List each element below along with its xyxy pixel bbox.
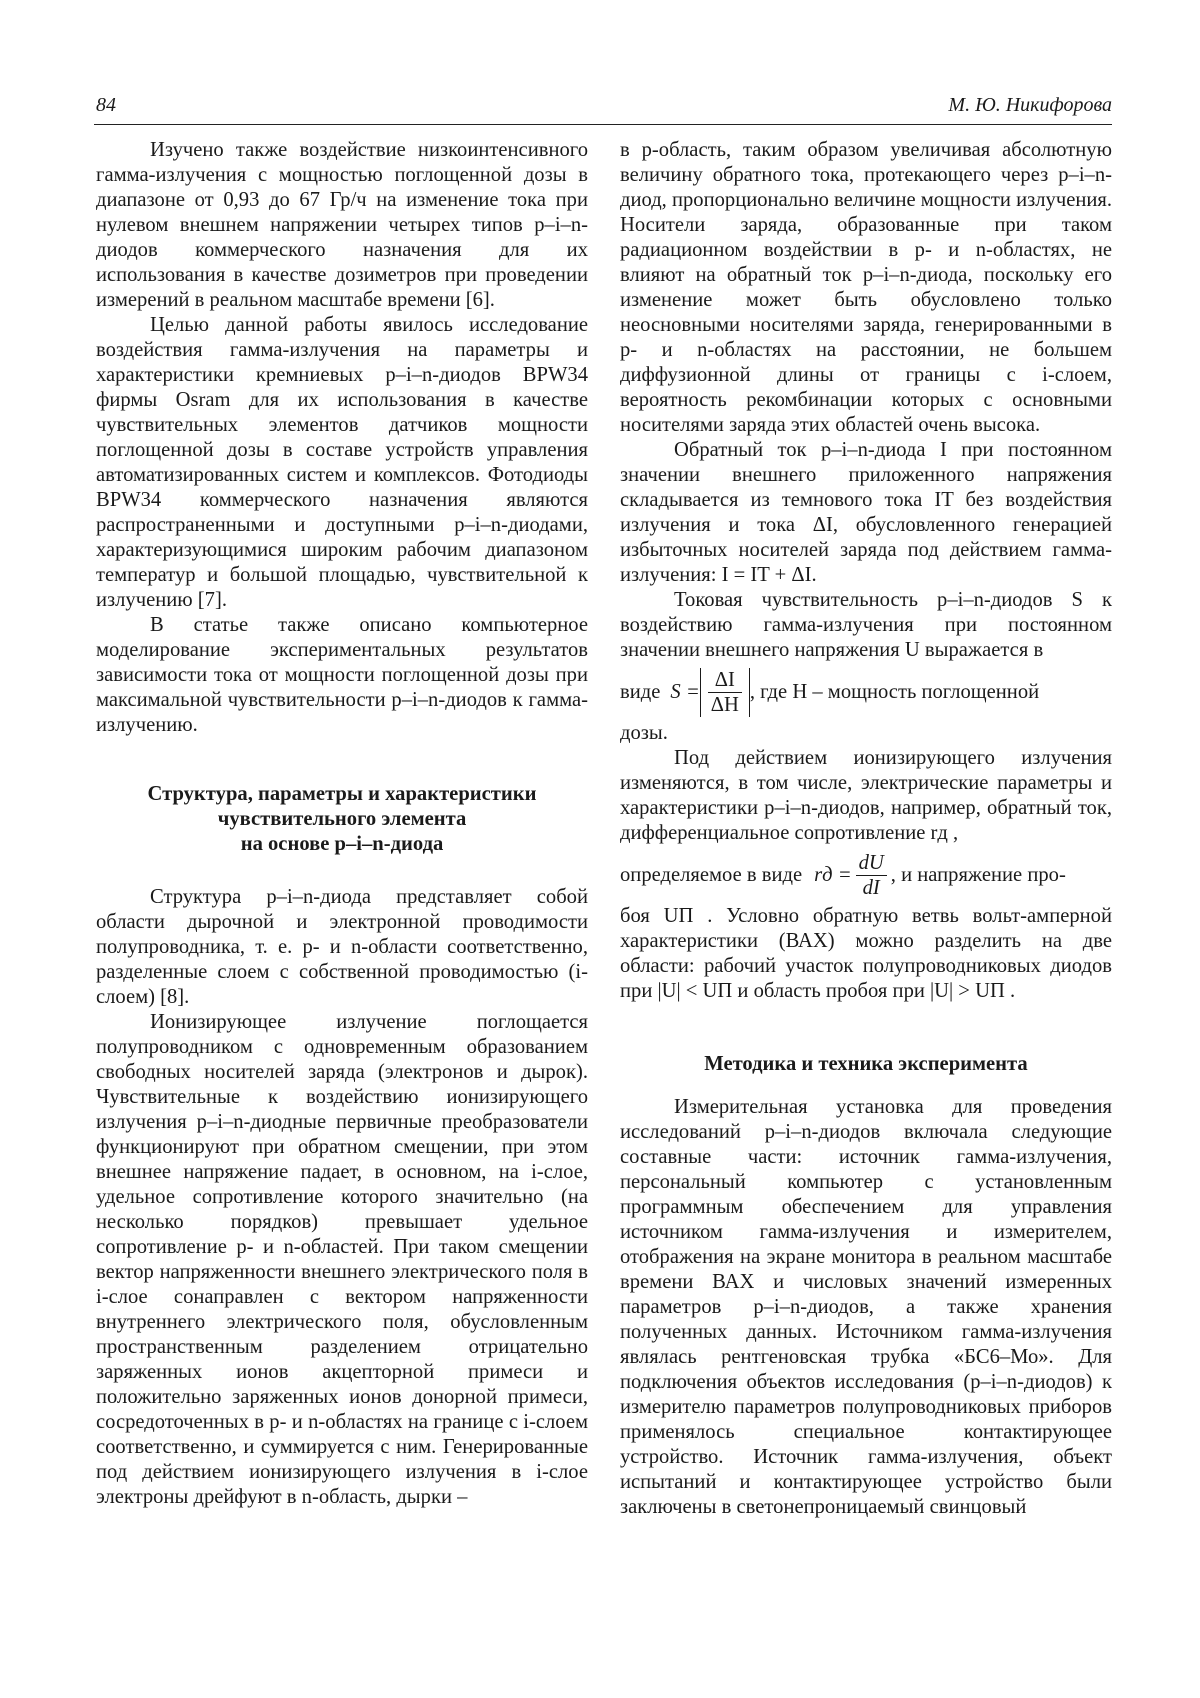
fraction-numerator: ΔI [708,668,742,693]
paragraph: Структура p–i–n-диода представляет собой области дырочной и электронной проводимости полупроводника, т. е. p- и n-области соответственно, разделенные слоем с собственной проводимостью (i-слоем) [8]. [96,886,588,1008]
formula-lhs: S = [670,680,700,703]
paragraph: дозы. [620,722,668,744]
fraction-numerator: dU [856,851,887,876]
paragraph: Изучено также воздействие низкоинтенсивного гамма-излучения с мощностью поглощенной дозы в диапазоне от 0,93 до 67 Гр/ч на изменение тока при нулевом внешнем напряжении четырех типов p–i–n-диодов коммерческого назначения для их использования в качестве дозиметров при проведении измерений в реальном масштабе времени [6]. [96,139,588,311]
left-column [96,138,588,1510]
paragraph: Измерительная установка для проведения исследований p–i–n-диодов включала следующие составные части: источник гамма-излучения, персональный компьютер с установленным программным обеспечением для управления источником гамма-излучения и измерителем, отображения на экране монитора в реальном масштабе времени ВАХ и числовых значений измеренных параметров p–i–n-диодов, а также хранения полученных данных. Источником гамма-излучения являлась рентгеновская трубка «БС6–Мо». Для подключения объектов исследования (p–i–n-диодов) к измерителю параметров полупроводниковых приборов применялось специальное контактирующее устройство. Источник гамма-излучения, объект испытаний и контактирующее устройство были заключены в светонепроницаемый свинцовый [620,1096,1112,1518]
section-heading-line: чувствительного элемента [217,808,467,830]
running-author: М. Ю. Никифорова [948,94,1112,116]
formula-suffix: , где H – мощность поглощенной [749,680,1040,703]
paragraph: в p-область, таким образом увеличивая абсолютную величину обратного тока, протекающего через p–i–n-диод, пропорционально величине мощности излучения. Носители заряда, образованные при таком радиационном воздействии в p- и n-областях, не влияют на обратный ток p–i–n-диода, поскольку его изменение может быть обусловлено только неосновными носителями заряда, генерированными в p- и n-областях на расстоянии, не большем диффузионной длины от границы с i-слоем, вероятность рекомбинации которых с основными носителями заряда этих областей очень высока. [620,139,1112,436]
paragraph: Токовая чувствительность p–i–n-диодов S к воздействию гамма-излучения при постоянном значении внешнего напряжения U выражается в [620,589,1112,661]
sensitivity-fraction [708,668,742,717]
formula-lhs: rд = [814,863,852,886]
section-heading-line: на основе p–i–n-диода [240,833,444,855]
abs-value-bars [700,668,750,717]
resistance-formula-line [620,846,1112,904]
right-column [620,138,1112,1520]
page-header [94,92,1112,125]
sensitivity-formula-line [620,663,1112,721]
section-heading: Методика и техника эксперимента [704,1053,1028,1075]
fraction-denominator: dI [862,876,880,899]
paragraph: В статье также описано компьютерное моделирование экспериментальных результатов зависимости тока от мощности поглощенной дозы при максимальной чувствительности p–i–n-диодов к гамма-излучению. [96,614,588,736]
page-number: 84 [96,94,116,116]
paragraph: Обратный ток p–i–n-диода I при постоянном значении внешнего приложенного напряжения складывается из темнового тока IT без воздействия излучения и тока ΔI, обусловленного генерацией избыточных носителей заряда под действием гамма-излучения: I = IT + ΔI. [620,439,1112,586]
resistance-fraction [856,851,887,900]
formula-prefix: виде [620,680,661,703]
formula-prefix: определяемое в виде [620,863,803,886]
paragraph: Ионизирующее излучение поглощается полупроводником с одновременным образованием свободных носителей заряда (электронов и дырок). Чувствительные к воздействию ионизирующего излучения p–i–n-диодные первичные преобразователи функционируют при обратном смещении, при этом внешнее напряжение падает, в основном, на i-слое, удельное сопротивление которого значительно (на несколько порядков) превышает удельное сопротивление p- и n-областей. При таком смещении вектор напряженности внешнего электрического поля в i-слое сонаправлен с вектором напряженности внутреннего электрического поля, обусловленным пространственным разделением отрицательно заряженных ионов акцепторной примеси и положительно заряженных ионов донорной примеси, сосредоточенных в p- и n-областях на границе с i-слоем соответственно, и суммируется с ним. Генерированные под действием ионизирующего излучения в i-слое электроны дрейфуют в n-область, дырки – [96,1011,588,1508]
paragraph: боя UП . Условно обратную ветвь вольт-амперной характеристики (ВАХ) можно разделить на две области: рабочий участок полупроводниковых диодов при |U| < UП и область пробоя при |U| > UП . [620,905,1112,1002]
section-heading-line: Структура, параметры и характеристики [147,783,537,805]
paragraph: Под действием ионизирующего излучения изменяются, в том числе, электрические параметры и характеристики p–i–n-диодов, например, обратный ток, дифференциальное сопротивление rд , [620,747,1112,844]
paragraph: Целью данной работы явилось исследование воздействия гамма-излучения на параметры и характеристики кремниевых p–i–n-диодов BPW34 фирмы Osram для их использования в качестве чувствительных элементов датчиков мощности поглощенной дозы в составе устройств управления автоматизированных систем и комплексов. Фотодиоды BPW34 коммерческого назначения являются распространенными и доступными p–i–n-диодами, характеризующимися широким рабочим диапазоном температур и большой площадью, чувствительной к излучению [7]. [96,314,588,611]
formula-suffix: , и напряжение про- [890,863,1066,886]
fraction-denominator: ΔH [710,693,739,716]
